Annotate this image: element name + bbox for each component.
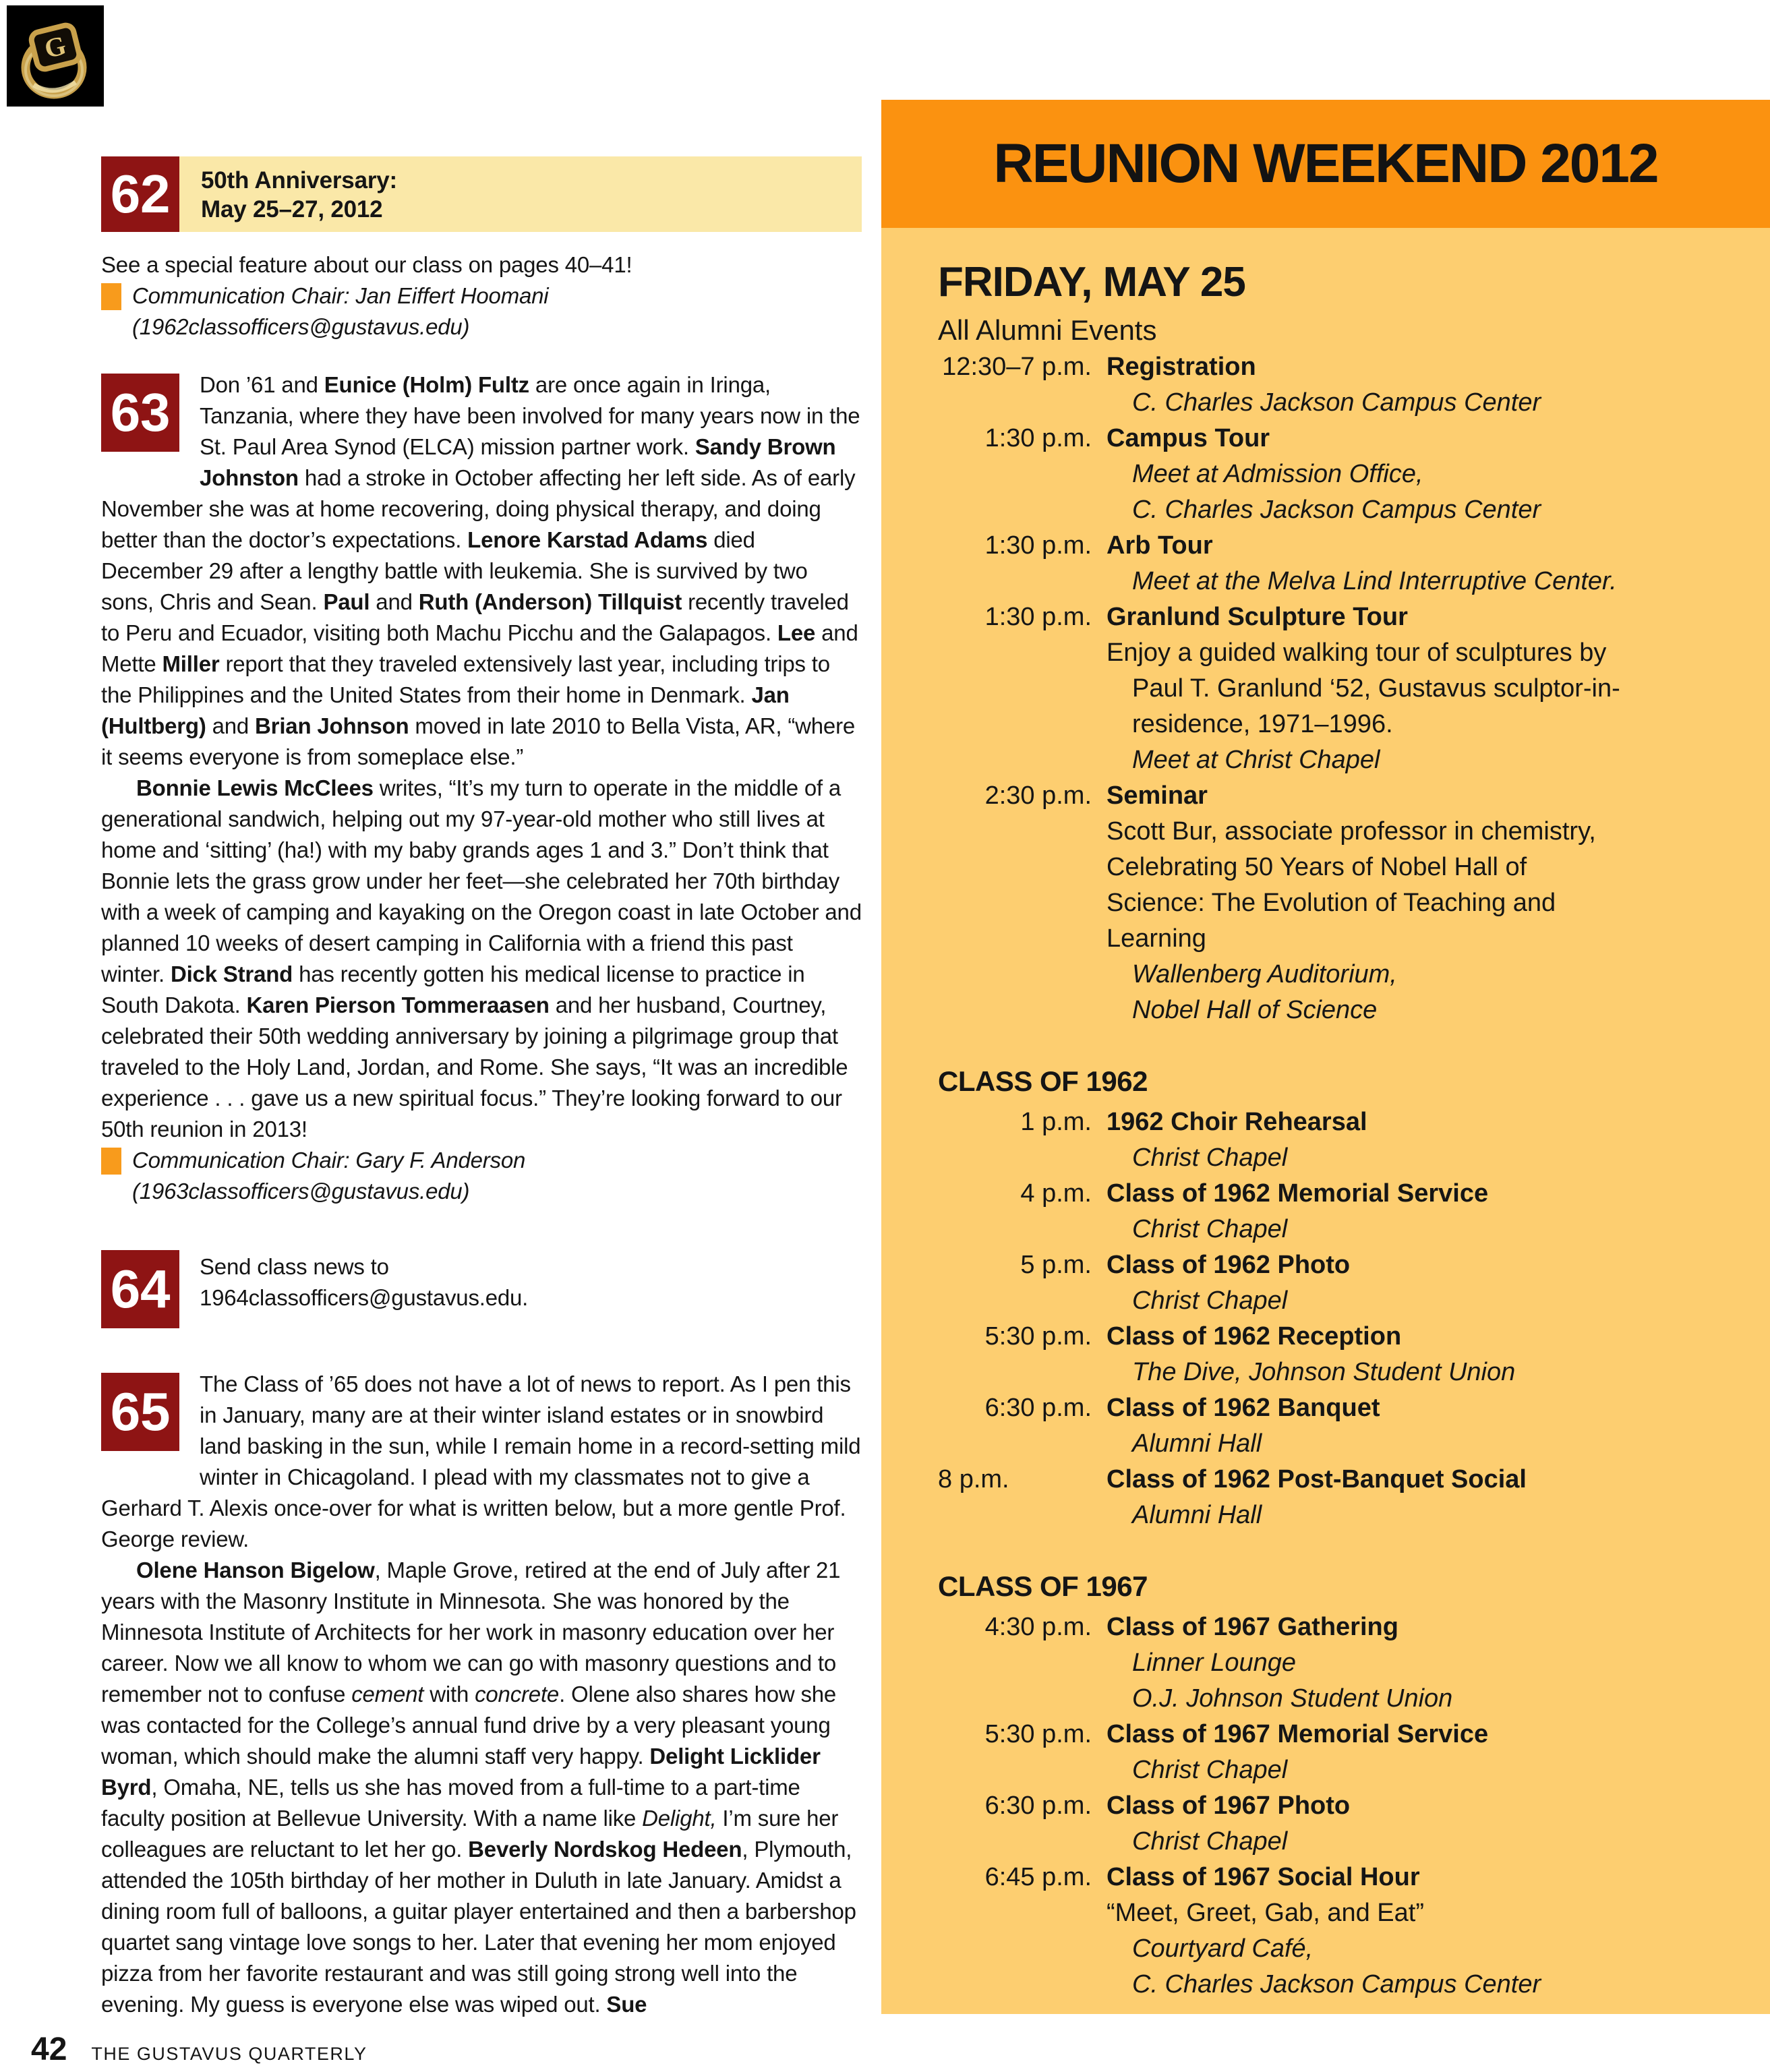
bold-name: Sue	[606, 1992, 647, 2017]
event-title: Arb Tour	[1107, 531, 1213, 560]
day-heading: FRIDAY, MAY 25	[938, 259, 1245, 305]
class-year-badge-65: 65	[101, 1373, 179, 1451]
class-63-entry	[101, 369, 862, 1207]
schedule-list	[938, 349, 1746, 2003]
event-time: 4:30 p.m.	[984, 1613, 1092, 1641]
schedule-event	[938, 1247, 1746, 1319]
text-run: has recently gotten his medical license to practice in South Dakota.	[101, 961, 805, 1017]
event-title: Class of 1967 Photo	[1107, 1792, 1351, 1820]
schedule-event	[938, 1609, 1746, 1717]
event-time: 1:30 p.m.	[984, 424, 1092, 452]
event-time: 6:45 p.m.	[984, 1863, 1092, 1891]
event-time: 5 p.m.	[1020, 1251, 1092, 1279]
italic-run: cement	[351, 1682, 424, 1707]
italic-run: concrete	[475, 1682, 560, 1707]
schedule-event	[938, 1860, 1746, 2003]
event-location: Christ Chapel	[1132, 1756, 1288, 1784]
class-65-entry	[101, 1369, 862, 2020]
banner-line-2: May 25–27, 2012	[201, 196, 383, 223]
bold-name: Eunice (Holm) Fultz	[324, 372, 529, 397]
schedule-event	[938, 1390, 1746, 1462]
orange-square-bullet-icon	[101, 283, 121, 310]
schedule-event	[938, 1788, 1746, 1860]
class-notes-column	[101, 156, 862, 2020]
text-run: report that they traveled extensively last year, including trips to the Philippines and the United States from their home in Denmark.	[101, 651, 830, 707]
event-time: 1 p.m.	[1020, 1108, 1092, 1136]
text-run: had a stroke in October affecting her left side. As of early November she was at home recovering, doing physical therapy, and doing better than the doctor’s expectations.	[101, 465, 856, 552]
event-time: 5:30 p.m.	[984, 1720, 1092, 1748]
svg-text:G: G	[41, 29, 69, 65]
schedule-event	[938, 1104, 1746, 1176]
event-location: Alumni Hall	[1132, 1501, 1262, 1529]
event-body	[1107, 1788, 1746, 1860]
bold-name: Beverly Nordskog Hedeen	[468, 1837, 742, 1862]
event-description: Enjoy a guided walking tour of sculptures by	[1107, 639, 1607, 667]
event-time: 6:30 p.m.	[984, 1792, 1092, 1820]
event-body	[1107, 1860, 1746, 2003]
event-body	[1107, 599, 1746, 778]
class-65-paragraph-2	[101, 1555, 862, 2020]
event-location: Alumni Hall	[1132, 1429, 1262, 1458]
text-run: Don ’61 and	[200, 372, 324, 397]
text-run: , Omaha, NE, tells us she has moved from a full-time to a part-time faculty position at Bellevue University. With a name like	[101, 1775, 800, 1831]
class-62-chair-note	[101, 280, 862, 343]
event-time: 1:30 p.m.	[984, 603, 1092, 631]
text-run: . Olene also shares how she was contacted for the College’s annual fund drive by a very pleasant young woman, which should make the alumni staff very happy.	[101, 1682, 837, 1769]
event-description: “Meet, Greet, Gab, and Eat”	[1107, 1899, 1424, 1927]
text-run: The Class of ’65 does not have a lot of news to report. As I pen this in January, many are at their winter island estates or in snowbird land basking in the sun, while I remain home in a record-setting mild winter in Chicagoland. I plead with my classmates not to give a Gerhard T. Alexis once-over for what is written below, but a more gentle Prof. George review.	[101, 1371, 861, 1551]
class-64-line-1: Send class news to	[200, 1254, 389, 1279]
chair-line	[101, 280, 862, 312]
event-body	[1107, 1462, 1746, 1533]
schedule-section-heading: CLASS OF 1967	[938, 1570, 1148, 1602]
class-65-paragraph-1	[101, 1369, 862, 1555]
bold-name: Bonnie Lewis McClees	[136, 775, 374, 800]
chair-email: (1963classofficers@gustavus.edu)	[132, 1179, 470, 1204]
event-title: Class of 1962 Memorial Service	[1107, 1179, 1489, 1208]
event-location: Christ Chapel	[1132, 1827, 1288, 1856]
publication-name: THE GUSTAVUS QUARTERLY	[91, 2044, 367, 2064]
bold-name: Paul	[323, 589, 370, 614]
event-title: Class of 1967 Gathering	[1107, 1613, 1398, 1641]
page-number: 42	[31, 2032, 67, 2067]
event-time: 6:30 p.m.	[984, 1394, 1092, 1422]
chair-line	[101, 1145, 862, 1176]
event-description: Paul T. Granlund ‘52, Gustavus sculptor-in-	[1132, 674, 1620, 703]
event-title: Registration	[1107, 353, 1256, 381]
text-run: with	[423, 1682, 475, 1707]
event-location: Meet at Christ Chapel	[1132, 746, 1380, 774]
event-location: Meet at Admission Office,	[1132, 460, 1423, 488]
sidebar-schedule-body	[881, 228, 1770, 2014]
event-title: Class of 1962 Photo	[1107, 1251, 1351, 1279]
class-ring-photo	[7, 5, 104, 107]
schedule-event	[938, 599, 1746, 778]
class-64-entry	[101, 1250, 862, 1328]
event-body	[1107, 1176, 1746, 1247]
class-62-entry	[101, 156, 862, 343]
bold-name: Olene Hanson Bigelow	[136, 1558, 375, 1582]
bold-name: Karen Pierson Tommeraasen	[246, 993, 550, 1017]
event-time: 12:30–7 p.m.	[942, 353, 1092, 381]
class-year-badge-64: 64	[101, 1250, 179, 1328]
text-run: died December 29 after a lengthy battle with leukemia. She is survived by two sons, Chris and Sean.	[101, 527, 808, 614]
event-body	[1107, 1104, 1746, 1176]
event-time: 1:30 p.m.	[984, 531, 1092, 560]
event-description: Celebrating 50 Years of Nobel Hall of	[1107, 853, 1527, 881]
event-location: C. Charles Jackson Campus Center	[1132, 496, 1541, 524]
event-time: 8 p.m.	[938, 1465, 1009, 1493]
event-location: Christ Chapel	[1132, 1286, 1288, 1315]
text-run: and	[370, 589, 419, 614]
schedule-event	[938, 1319, 1746, 1390]
event-location: C. Charles Jackson Campus Center	[1132, 388, 1541, 417]
chair-email: (1962classofficers@gustavus.edu)	[132, 314, 470, 339]
bold-name: Brian Johnson	[255, 713, 409, 738]
sidebar-header-band	[881, 100, 1770, 228]
event-location: Linner Lounge	[1132, 1649, 1296, 1677]
event-body	[1107, 778, 1746, 1028]
event-location: C. Charles Jackson Campus Center	[1132, 1970, 1541, 1999]
event-description: residence, 1971–1996.	[1132, 710, 1393, 738]
class-63-chair-note	[101, 1145, 862, 1207]
italic-run: Delight,	[642, 1806, 717, 1831]
bold-name: Miller	[162, 651, 220, 676]
event-body	[1107, 528, 1746, 599]
schedule-event	[938, 1717, 1746, 1788]
event-description: Learning	[1107, 924, 1206, 953]
event-title: Granlund Sculpture Tour	[1107, 603, 1408, 631]
sidebar-title: REUNION WEEKEND 2012	[993, 133, 1658, 194]
event-title: Class of 1967 Memorial Service	[1107, 1720, 1489, 1748]
event-time: 2:30 p.m.	[984, 781, 1092, 810]
event-location: Christ Chapel	[1132, 1215, 1288, 1243]
text-run: and Mette	[101, 620, 858, 676]
event-body	[1107, 1319, 1746, 1390]
text-run: and her husband, Courtney, celebrated their 50th wedding anniversary by joining a pilgrimage group that traveled to the Holy Land, Jordan, and Rome. She says, “It was an incredible experience . . . gave us a new spiritual focus.” They’re looking forward to our 50th reunion in 2013!	[101, 993, 848, 1142]
page-footer	[31, 2031, 367, 2068]
schedule-event	[938, 1462, 1746, 1533]
schedule-event	[938, 778, 1746, 1028]
event-title: Class of 1967 Social Hour	[1107, 1863, 1420, 1891]
text-run: I’m sure her colleagues are reluctant to let her go.	[101, 1806, 839, 1862]
bold-name: Lenore Karstad Adams	[467, 527, 708, 552]
all-alumni-events-label: All Alumni Events	[938, 314, 1157, 346]
bold-name: Lee	[777, 620, 816, 645]
event-body	[1107, 1717, 1746, 1788]
event-description: Science: The Evolution of Teaching and	[1107, 889, 1556, 917]
event-location: Nobel Hall of Science	[1132, 996, 1378, 1024]
schedule-event	[938, 1176, 1746, 1247]
event-time: 5:30 p.m.	[984, 1322, 1092, 1351]
event-title: Campus Tour	[1107, 424, 1270, 452]
class-ring-icon	[7, 5, 104, 107]
banner-line-1: 50th Anniversary:	[201, 167, 397, 194]
schedule-section-heading: CLASS OF 1962	[938, 1065, 1148, 1097]
text-run: recently traveled to Peru and Ecuador, visiting both Machu Picchu and the Galapagos.	[101, 589, 849, 645]
event-location: O.J. Johnson Student Union	[1132, 1684, 1453, 1713]
bold-name: Delight Licklider Byrd	[101, 1744, 821, 1800]
bold-name: Sandy Brown Johnston	[200, 434, 836, 490]
class-62-intro: See a special feature about our class on pages 40–41!	[101, 252, 632, 277]
chair-name: Communication Chair: Jan Eiffert Hoomani	[132, 283, 549, 308]
text-run: writes, “It’s my turn to operate in the middle of a generational sandwich, helping out my 97-year-old mother who still lives at home and ‘sitting’ (ha!) with my baby grands ages 1 and 3.” Don’t think that Bonnie lets the grass grow under her feet—she celebrated her 70th birthday with a week of camping and kayaking on the Oregon coast in late October and planned 10 weeks of desert camping in California with a friend this past winter.	[101, 775, 862, 986]
chair-name: Communication Chair: Gary F. Anderson	[132, 1148, 526, 1173]
class-62-anniversary-banner	[101, 156, 862, 232]
event-body	[1107, 421, 1746, 528]
event-location: The Dive, Johnson Student Union	[1132, 1358, 1516, 1386]
event-body	[1107, 349, 1746, 421]
text-run: , Plymouth, attended the 105th birthday of her mother in Duluth in late January. Amidst a dining room full of balloons, a guitar player entertained and then a barbershop quartet sang vintage love songs to her. Later that evening her mom enjoyed pizza from her favorite restaurant and was still going strong well into the evening. My guess is everyone else was wiped out.	[101, 1837, 856, 2017]
class-64-text	[200, 1250, 528, 1313]
schedule-event	[938, 421, 1746, 528]
event-location: Wallenberg Auditorium,	[1132, 960, 1397, 988]
text-run: , Maple Grove, retired at the end of July after 21 years with the Masonry Institute in Minnesota. She was honored by the Minnesota Institute of Architects for her work in masonry education over her career. Now we all know to whom we can go with masonry questions and to remember not to confuse	[101, 1558, 841, 1707]
event-time: 4 p.m.	[1020, 1179, 1092, 1208]
text-run: and	[206, 713, 256, 738]
event-title: Seminar	[1107, 781, 1208, 810]
text-run: are once again in Iringa, Tanzania, where they have been involved for many years now in the St. Paul Area Synod (ELCA) mission partner work.	[200, 372, 860, 459]
event-location: Courtyard Café,	[1132, 1934, 1314, 1963]
class-63-paragraph-2	[101, 773, 862, 1145]
reunion-weekend-sidebar	[881, 100, 1770, 2014]
class-64-line-2: 1964classofficers@gustavus.edu.	[200, 1285, 529, 1310]
schedule-event	[938, 528, 1746, 599]
event-title: 1962 Choir Rehearsal	[1107, 1108, 1367, 1136]
text-run: moved in late 2010 to Bella Vista, AR, “where it seems everyone is from someplace else.”	[101, 713, 856, 769]
class-63-paragraph-1	[101, 369, 862, 773]
bold-name: Ruth (Anderson) Tillquist	[418, 589, 682, 614]
event-title: Class of 1962 Banquet	[1107, 1394, 1380, 1422]
bold-name: Jan (Hultberg)	[101, 682, 790, 738]
anniversary-banner-text	[179, 156, 862, 232]
schedule-event	[938, 349, 1746, 421]
bold-name: Dick Strand	[170, 961, 293, 986]
event-description: Scott Bur, associate professor in chemistry,	[1107, 817, 1596, 846]
orange-square-bullet-icon	[101, 1148, 121, 1175]
event-location: Meet at the Melva Lind Interruptive Center.	[1132, 567, 1617, 595]
event-body	[1107, 1390, 1746, 1462]
event-body	[1107, 1609, 1746, 1717]
event-location: Christ Chapel	[1132, 1144, 1288, 1172]
class-year-badge-62: 62	[101, 156, 179, 232]
event-body	[1107, 1247, 1746, 1319]
event-title: Class of 1962 Reception	[1107, 1322, 1402, 1351]
class-year-badge-63: 63	[101, 374, 179, 452]
event-title: Class of 1962 Post-Banquet Social	[1107, 1465, 1527, 1493]
